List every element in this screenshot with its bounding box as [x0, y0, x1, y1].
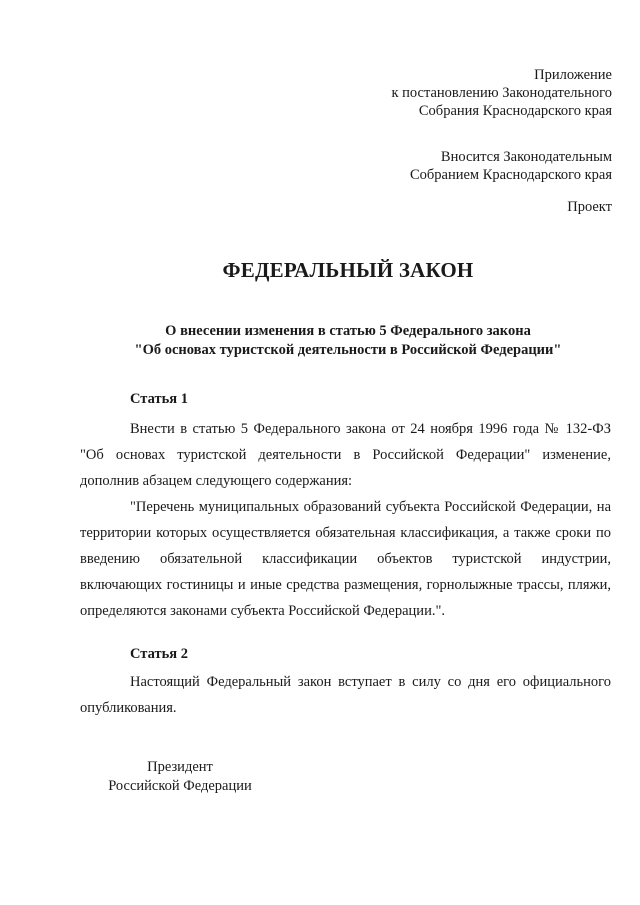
appendix-line-1: Приложение — [534, 67, 612, 83]
subtitle-line-1: О внесении изменения в статью 5 Федерального закона — [165, 323, 531, 339]
signature-title-line-2: Российской Федерации — [108, 778, 252, 794]
appendix-line-3: Собрания Краснодарского края — [418, 103, 612, 119]
submitted-by-line-2: Собранием Краснодарского края — [409, 167, 612, 183]
subtitle-line-2: "Об основах туристской деятельности в Российской Федерации" — [134, 342, 562, 358]
draft-status — [567, 198, 612, 216]
document-subtitle — [0, 322, 640, 360]
article-1-heading: Статья 1 — [130, 391, 188, 407]
article-2-heading: Статья 2 — [130, 646, 188, 662]
article-1-paragraph-1: Внести в статью 5 Федерального закона от 24 ноября 1996 года № 132-ФЗ "Об основах туристской деятельности в Российской Федерации" изменение, дополнив абзацем следующего содержания: — [80, 421, 611, 489]
appendix-line-2: к постановлению Законодательного — [391, 85, 612, 101]
document-title: ФЕДЕРАЛЬНЫЙ ЗАКОН — [222, 258, 474, 282]
signature-title-line-1: Президент — [147, 759, 213, 775]
signature-block — [100, 758, 260, 796]
draft-status-label: Проект — [567, 199, 612, 215]
appendix-note — [392, 66, 613, 120]
submitted-by-line-1: Вносится Законодательным — [440, 149, 612, 165]
article-1-body — [80, 416, 611, 624]
article-1-paragraph-2: "Перечень муниципальных образований субъекта Российской Федерации, на территории которых осуществляется обязательная классификация, а также сроки по введению обязательной классификации объектов туристской индустрии, включающих гостиницы и иные средства размещения, горнолыжные трассы, пляжи, определяются законами субъекта Российской Федерации.". — [80, 499, 611, 619]
article-2-paragraph-1: Настоящий Федеральный закон вступает в силу со дня его официального опубликования. — [80, 674, 611, 716]
article-2-body — [80, 669, 611, 721]
submitted-by-note — [410, 148, 612, 184]
